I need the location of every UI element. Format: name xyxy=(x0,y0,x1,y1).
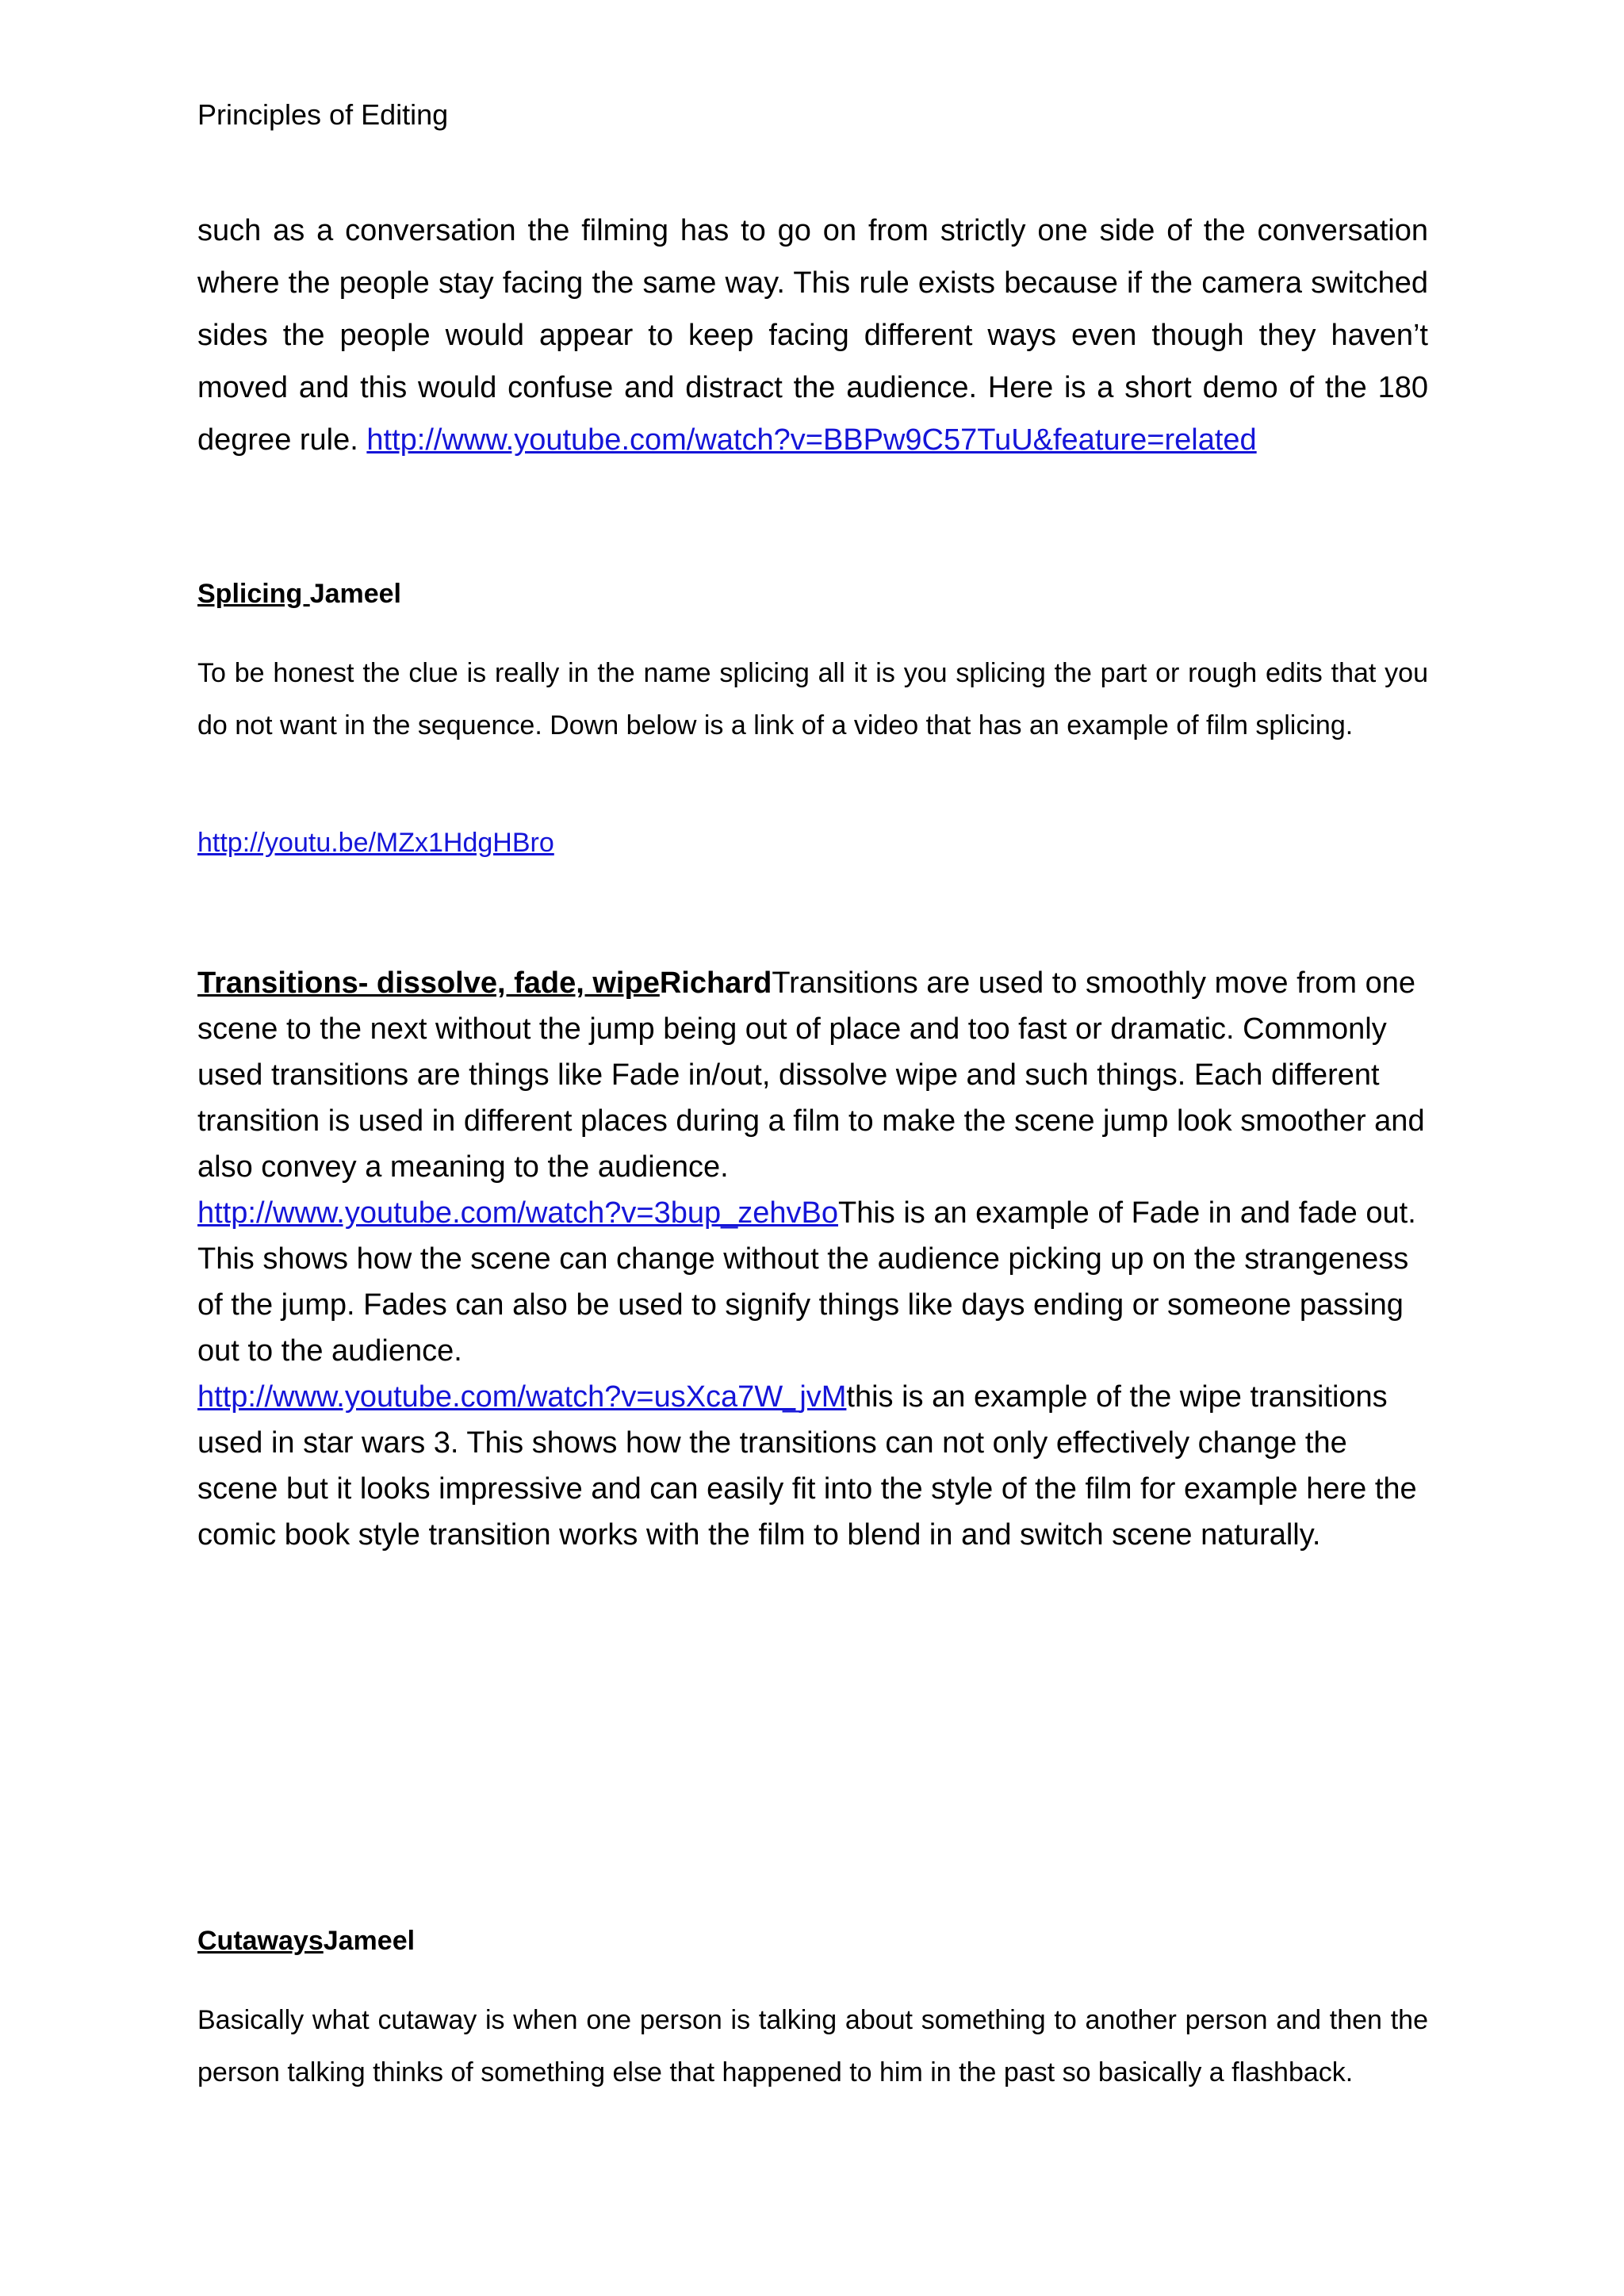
cutaways-title: Cutaways xyxy=(197,1926,324,1956)
splicing-author: Jameel xyxy=(309,579,402,609)
splicing-paragraph: To be honest the clue is really in the name splicing all it is you splicing the part or rough edits that you do not want in the sequence. Down below is a link of a video that has an example of film splicing. xyxy=(197,658,1428,740)
transitions-author: Richard xyxy=(659,966,772,1000)
splicing-video-link[interactable]: http://youtu.be/MZx1HdgHBro xyxy=(197,828,554,858)
splicing-link-line xyxy=(197,825,554,861)
rule-180-text: such as a conversation the filming has to go on from strictly one side of the conversation where the people stay facing the same way. This rule exists because if the camera switched sides the people would appear to keep facing different ways even though they haven’t moved and this would confuse and distract the audience. Here is a short demo of the 180 degree rule. xyxy=(197,214,1428,457)
cutaways-author: Jameel xyxy=(323,1926,416,1956)
transitions-paragraph xyxy=(197,960,1428,1558)
wipe-example-link[interactable]: http://www.youtube.com/watch?v=usXca7W_jvM xyxy=(197,1380,847,1414)
page-header: Principles of Editing xyxy=(197,98,449,131)
rule-180-demo-link[interactable]: http://www.youtube.com/watch?v=BBPw9C57TuU&feature=related xyxy=(366,423,1257,457)
rule-180-paragraph xyxy=(197,205,1428,466)
fade-example-text: This is an example of Fade in and fade out. This shows how the scene can change without the audience picking up on the strangeness of the jump. Fades can also be used to signify things like days ending or someone passing out to the audience. xyxy=(197,1196,1416,1368)
wipe-example-text: this is an example of the wipe transitions used in star wars 3. This shows how the transitions can not only effectively change the scene but it looks impressive and can easily fit into the style of the film for example here the comic book style transition works with the film to blend in and switch scene naturally. xyxy=(197,1380,1417,1552)
splicing-heading xyxy=(197,576,401,612)
cutaways-heading xyxy=(197,1923,415,1959)
transitions-heading: Transitions- dissolve, fade, wipe xyxy=(197,966,660,1000)
fade-example-link[interactable]: http://www.youtube.com/watch?v=3bup_zehvBo xyxy=(197,1196,838,1230)
transitions-intro: Transitions are used to smoothly move from one scene to the next without the jump being out of place and too fast or dramatic. Commonly used transitions are things like Fade in/out, dissolve wipe and such things. Each different transition is used in different places during a film to make the scene jump look smoother and also convey a meaning to the audience. xyxy=(197,966,1425,1184)
cutaways-paragraph: Basically what cutaway is when one person is talking about something to another person and then the person talking thinks of something else that happened to him in the past so basically a flashback. xyxy=(197,2005,1428,2087)
splicing-title: Splicing xyxy=(197,579,310,609)
